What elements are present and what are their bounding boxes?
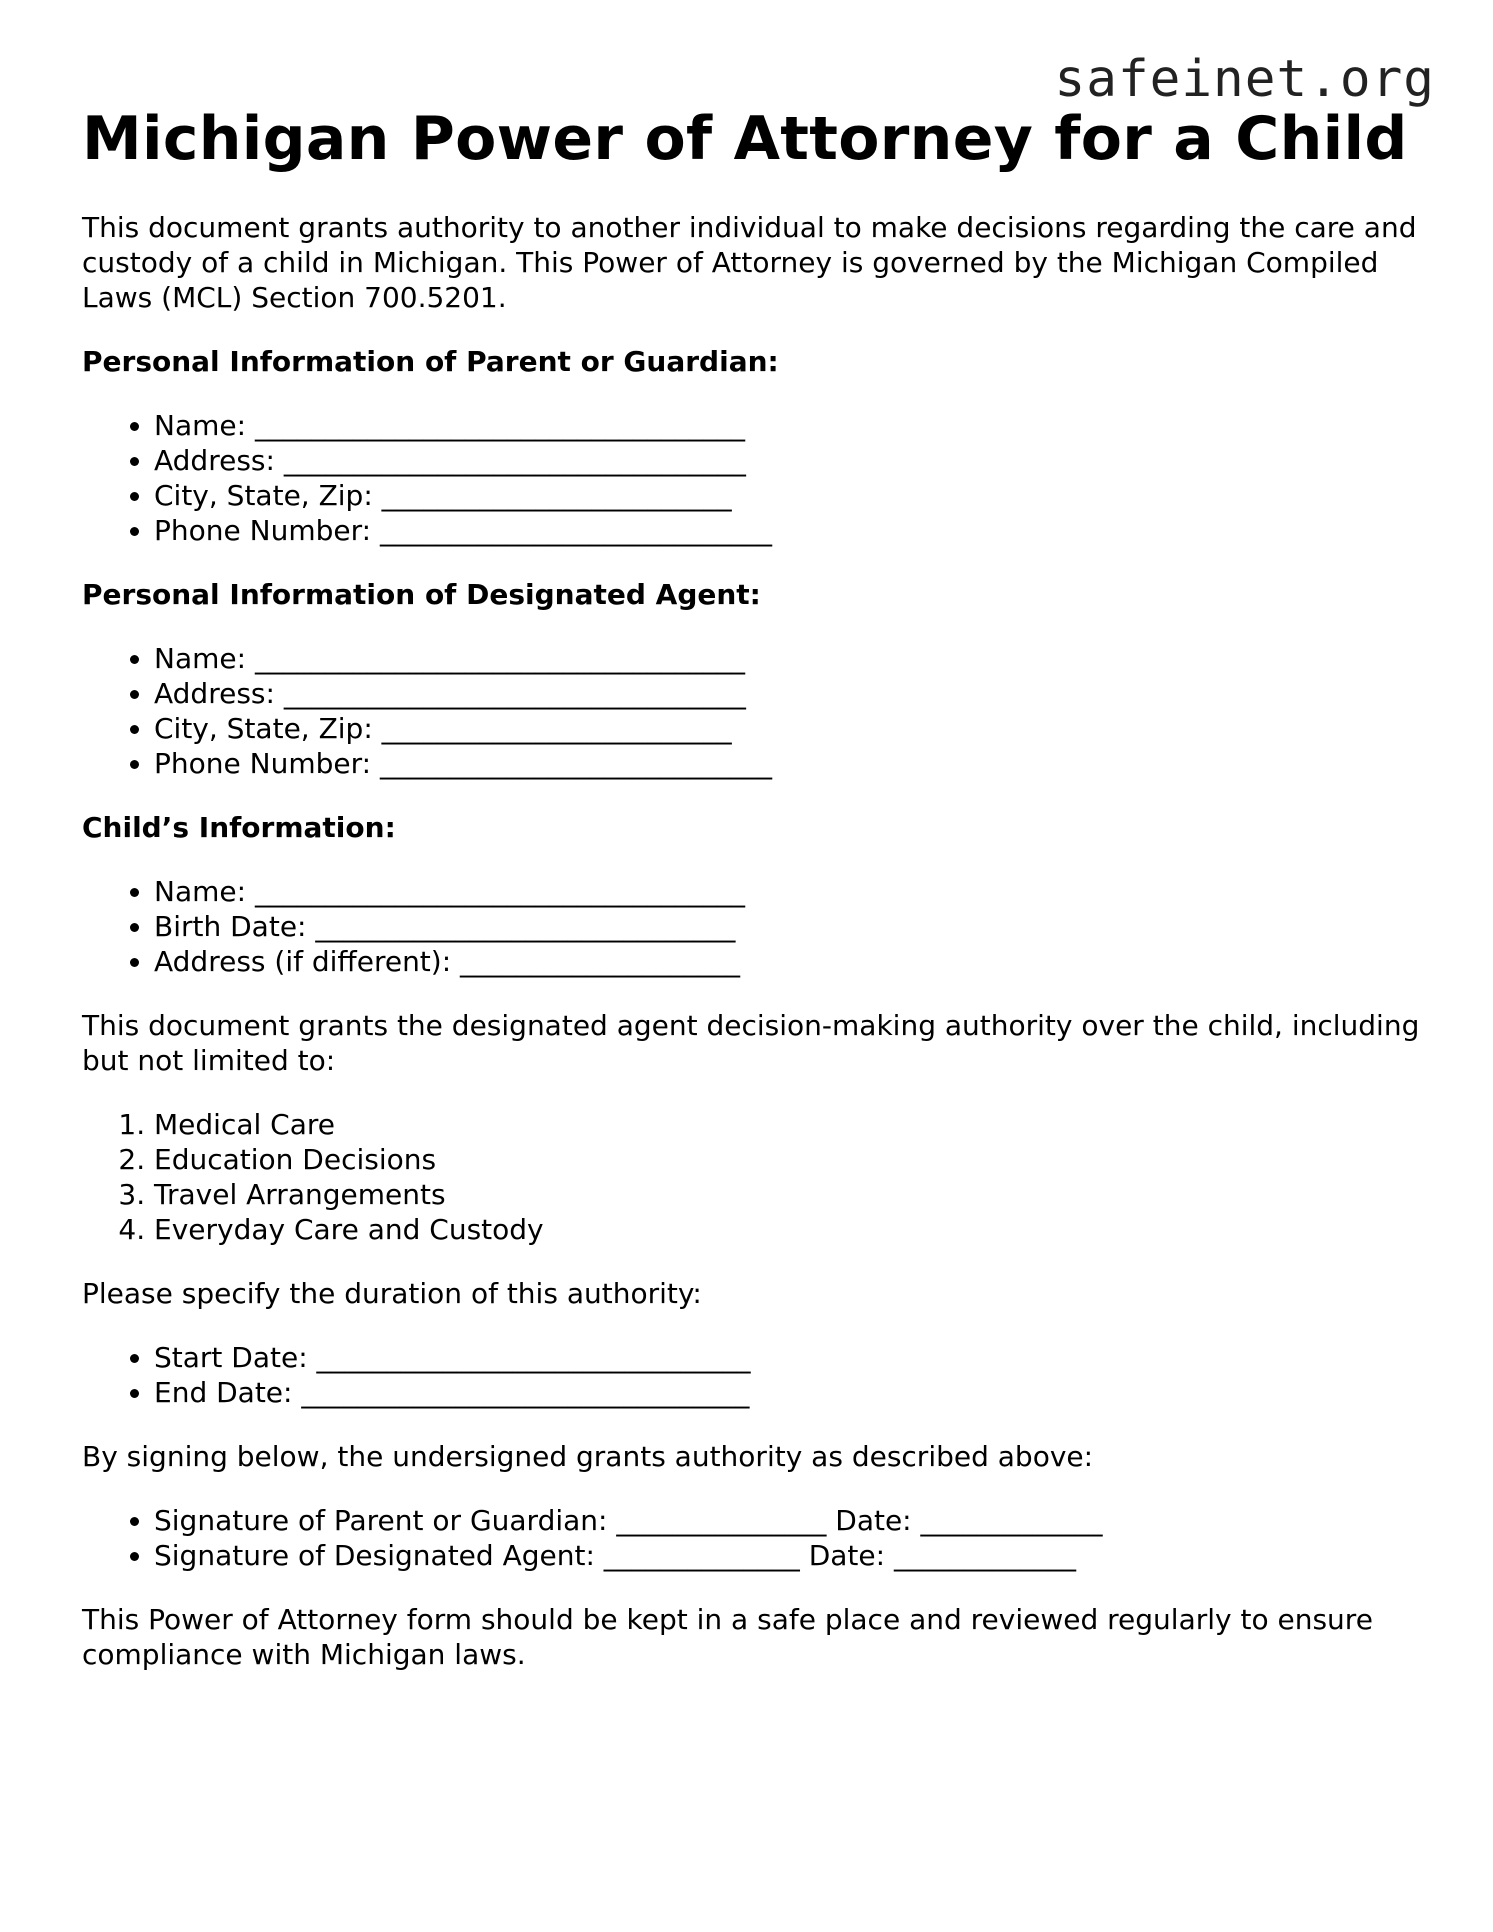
end-date-field[interactable]: • End Date: ________________________________ (154, 1375, 1422, 1410)
authority-item: 3. Travel Arrangements (154, 1177, 1422, 1212)
start-date-field[interactable]: • Start Date: _______________________________ (154, 1340, 1422, 1375)
signing-paragraph: By signing below, the undersigned grants authority as described above: (82, 1440, 1094, 1473)
parent-address-field[interactable]: • Address: _________________________________ (154, 443, 1422, 478)
agent-phone-field[interactable]: • Phone Number: ____________________________ (154, 746, 1422, 781)
authority-paragraph: This document grants the designated agent decision-making authority over the child, including but not limited to: (82, 1009, 1420, 1077)
document-title: Michigan Power of Attorney for a Child (82, 104, 1408, 174)
parent-section-heading: Personal Information of Parent or Guardian: (82, 345, 779, 378)
duration-paragraph: Please specify the duration of this authority: (82, 1277, 702, 1310)
parent-signature-field[interactable]: • Signature of Parent or Guardian: _______________ Date: _____________ (154, 1503, 1422, 1538)
parent-phone-field[interactable]: • Phone Number: ____________________________ (154, 513, 1422, 548)
closing-paragraph: This Power of Attorney form should be kept in a safe place and reviewed regularly to ensure compliance with Michigan laws. (82, 1603, 1373, 1671)
child-name-field[interactable]: • Name: ___________________________________ (154, 874, 1422, 909)
agent-city-state-zip-field[interactable]: • City, State, Zip: _________________________ (154, 711, 1422, 746)
child-birth-date-field[interactable]: • Birth Date: ______________________________ (154, 909, 1422, 944)
agent-address-field[interactable]: • Address: _________________________________ (154, 676, 1422, 711)
signature-list (82, 1503, 1422, 1573)
parent-name-field[interactable]: • Name: ___________________________________ (154, 408, 1422, 443)
authority-list (82, 1107, 1422, 1247)
intro-paragraph: This document grants authority to another individual to make decisions regarding the care and custody of a child in Michigan. This Power of Attorney is governed by the Michigan Compiled Laws (MCL) Section 700.5201. (82, 211, 1417, 314)
agent-signature-field[interactable]: • Signature of Designated Agent: ______________ Date: _____________ (154, 1538, 1422, 1573)
authority-item: 2. Education Decisions (154, 1142, 1422, 1177)
agent-info-list (82, 641, 1422, 781)
child-address-field[interactable]: • Address (if different): ____________________ (154, 944, 1422, 979)
child-section-heading: Child’s Information: (82, 811, 396, 844)
authority-item: 1. Medical Care (154, 1107, 1422, 1142)
authority-item: 4. Everyday Care and Custody (154, 1212, 1422, 1247)
agent-name-field[interactable]: • Name: ___________________________________ (154, 641, 1422, 676)
parent-city-state-zip-field[interactable]: • City, State, Zip: _________________________ (154, 478, 1422, 513)
agent-section-heading: Personal Information of Designated Agent: (82, 578, 761, 611)
child-info-list (82, 874, 1422, 979)
parent-info-list (82, 408, 1422, 548)
document-body (82, 106, 1422, 1701)
duration-list (82, 1340, 1422, 1410)
watermark: safeinet.org (1054, 50, 1435, 109)
